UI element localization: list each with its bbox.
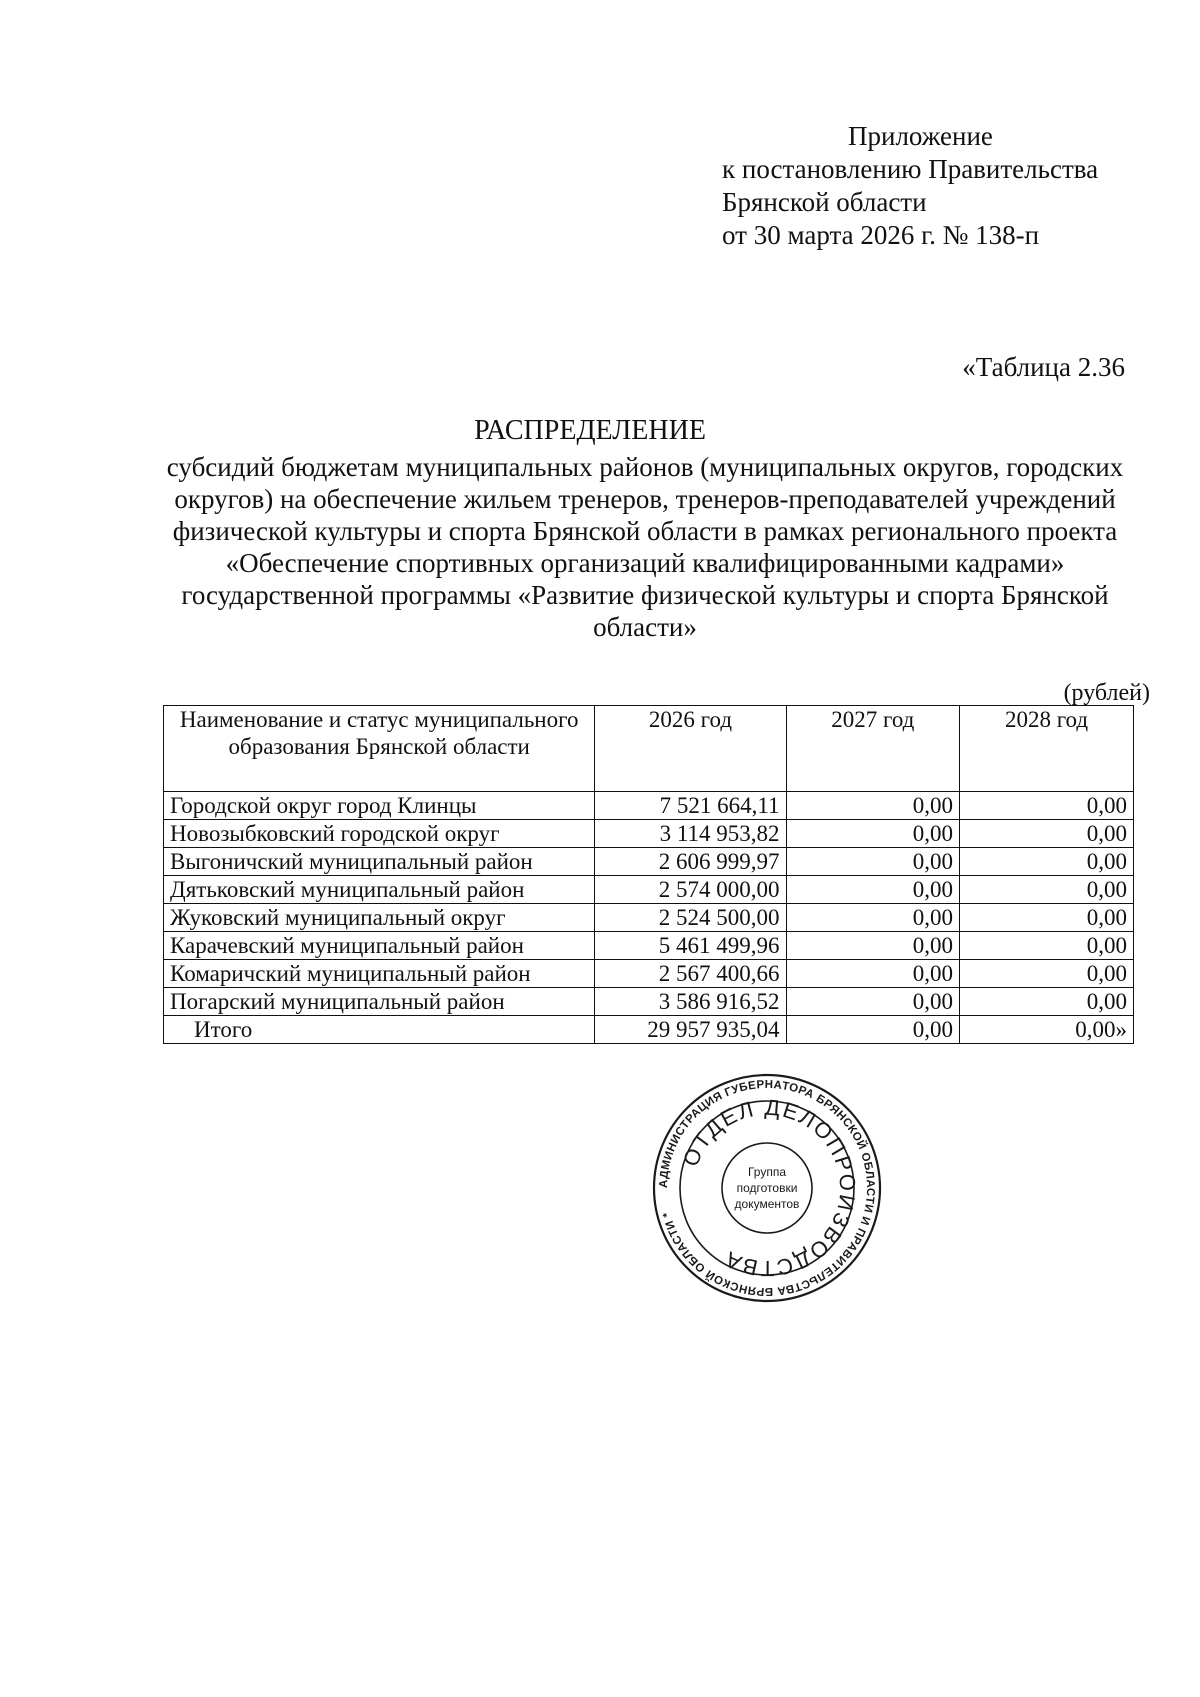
value-2028-cell: 0,00 bbox=[960, 988, 1134, 1016]
header-2027: 2027 год bbox=[786, 706, 959, 792]
value-2026-cell: 5 461 499,96 bbox=[595, 932, 786, 960]
table-row bbox=[164, 960, 1134, 988]
municipality-cell: Жуковский муниципальный округ bbox=[164, 904, 595, 932]
table-row bbox=[164, 820, 1134, 848]
value-2027-cell: 0,00 bbox=[786, 960, 959, 988]
seal-middle-text: ОТДЕЛ ДЕЛОПРОИЗВОДСТВА bbox=[677, 1094, 861, 1282]
table-row bbox=[164, 876, 1134, 904]
distribution-table bbox=[163, 705, 1134, 1044]
municipality-cell: Комаричский муниципальный район bbox=[164, 960, 595, 988]
total-2026-cell: 29 957 935,04 bbox=[595, 1016, 786, 1044]
value-2028-cell: 0,00 bbox=[960, 820, 1134, 848]
value-2028-cell: 0,00 bbox=[960, 792, 1134, 820]
appendix-line-4: от 30 марта 2026 г. № 138-п bbox=[722, 220, 1040, 250]
municipality-cell: Дятьковский муниципальный район bbox=[164, 876, 595, 904]
value-2026-cell: 2 524 500,00 bbox=[595, 904, 786, 932]
total-2027-cell: 0,00 bbox=[786, 1016, 959, 1044]
value-2028-cell: 0,00 bbox=[960, 904, 1134, 932]
table-row bbox=[164, 932, 1134, 960]
value-2028-cell: 0,00 bbox=[960, 876, 1134, 904]
value-2027-cell: 0,00 bbox=[786, 820, 959, 848]
value-2027-cell: 0,00 bbox=[786, 988, 959, 1016]
value-2028-cell: 0,00 bbox=[960, 932, 1134, 960]
seal-center-line-3: документов bbox=[734, 1197, 800, 1211]
units-label: (рублей) bbox=[1063, 680, 1150, 706]
value-2027-cell: 0,00 bbox=[786, 904, 959, 932]
appendix-line-3: Брянской области bbox=[722, 187, 927, 217]
header-2026: 2026 год bbox=[595, 706, 786, 792]
value-2028-cell: 0,00 bbox=[960, 960, 1134, 988]
municipality-cell: Погарский муниципальный район bbox=[164, 988, 595, 1016]
table-header-row bbox=[164, 706, 1134, 792]
value-2027-cell: 0,00 bbox=[786, 932, 959, 960]
table-row bbox=[164, 988, 1134, 1016]
appendix-block bbox=[722, 120, 1098, 252]
table-row bbox=[164, 848, 1134, 876]
value-2028-cell: 0,00 bbox=[960, 848, 1134, 876]
table-total-row bbox=[164, 1016, 1134, 1044]
municipality-cell: Новозыбковский городской округ bbox=[164, 820, 595, 848]
header-2028: 2028 год bbox=[960, 706, 1134, 792]
total-2028-cell: 0,00» bbox=[960, 1016, 1134, 1044]
table-row bbox=[164, 904, 1134, 932]
total-label-cell: Итого bbox=[164, 1016, 595, 1044]
seal-outer-text: АДМИНИСТРАЦИЯ ГУБЕРНАТОРА БРЯНСКОЙ ОБЛАСТИ И ПРАВИТЕЛЬСТВА БРЯНСКОЙ ОБЛАСТИ * bbox=[657, 1078, 877, 1298]
value-2026-cell: 2 567 400,66 bbox=[595, 960, 786, 988]
value-2026-cell: 3 586 916,52 bbox=[595, 988, 786, 1016]
header-municipality: Наименование и статус муниципального образования Брянской области bbox=[164, 706, 595, 792]
official-seal bbox=[652, 1073, 882, 1303]
appendix-title: Приложение bbox=[848, 121, 993, 151]
value-2026-cell: 3 114 953,82 bbox=[595, 820, 786, 848]
table-number-label: «Таблица 2.36 bbox=[962, 352, 1125, 382]
table-row bbox=[164, 792, 1134, 820]
value-2026-cell: 2 574 000,00 bbox=[595, 876, 786, 904]
document-title: РАСПРЕДЕЛЕНИЕ bbox=[474, 415, 706, 446]
value-2027-cell: 0,00 bbox=[786, 848, 959, 876]
value-2026-cell: 7 521 664,11 bbox=[595, 792, 786, 820]
seal-center-line-2: подготовки bbox=[736, 1181, 798, 1195]
appendix-line-2: к постановлению Правительства bbox=[722, 154, 1099, 184]
municipality-cell: Выгоничский муниципальный район bbox=[164, 848, 595, 876]
municipality-cell: Карачевский муниципальный район bbox=[164, 932, 595, 960]
value-2027-cell: 0,00 bbox=[786, 792, 959, 820]
seal-center-line-1: Группа bbox=[747, 1165, 787, 1179]
municipality-cell: Городской округ город Клинцы bbox=[164, 792, 595, 820]
document-subtitle: субсидий бюджетам муниципальных районов (муниципальных округов, городских округов) на обеспечение жильем тренеров, тренеров-преподавателей учреждений физической культуры и спорта Брянской области в рамках регионального проекта «Обеспечение спортивных организаций квалифицированными кадрами» государственной программы «Развитие физической культуры и спорта Брянской области» bbox=[166, 452, 1124, 642]
value-2027-cell: 0,00 bbox=[786, 876, 959, 904]
value-2026-cell: 2 606 999,97 bbox=[595, 848, 786, 876]
